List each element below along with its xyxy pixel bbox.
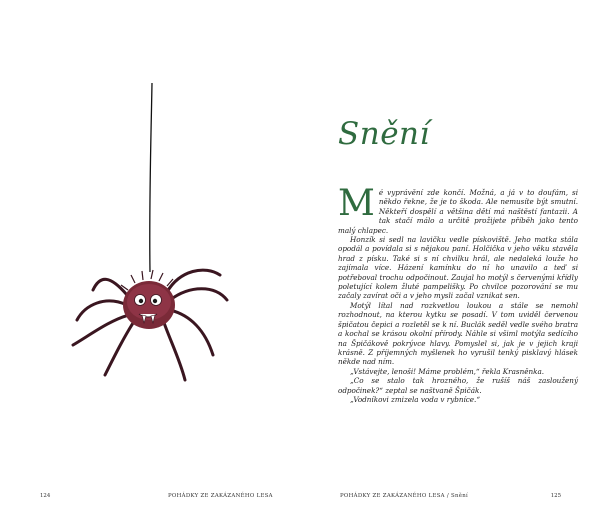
dialogue-line: „Co se stalo tak hrozného, že rušíš náš zasloužený odpočinek?“ zeptal se naštvaně Špičák. — [338, 376, 578, 395]
first-paragraph — [338, 183, 578, 235]
chapter-title: Snění — [338, 116, 430, 152]
page-number-left: 124 — [40, 493, 51, 499]
dialogue-line: „Vodníkovi zmizela voda v rybníce.“ — [350, 394, 481, 404]
spider-thread — [150, 83, 152, 272]
running-head-right: POHÁDKY ZE ZAKÁZANÉHO LESA / Snění — [340, 493, 469, 499]
paragraph: Motýl lítal nad rozkvetlou loukou a stále se nemohl rozhodnout, na kterou kytku se posadí. V tom uviděl červenou špičatou čepici a rozletěl se k ní. Buclák seděl vedle svého bratra a kochal se krásou okolní přírody. Náhle si všiml motýla sedícího na Špičákově pokrývce hlavy. Pomyslel si, jak je v jejich kraji krásně. Z příjemných myšlenek ho vyrušil tenký pisklavý hlásek někde nad ním. — [338, 300, 578, 367]
dialogue-line: „Vstávejte, lenoši! Máme problém,“ řekla Krasněnka. — [350, 366, 545, 376]
page-number-right: 125 — [550, 493, 561, 499]
spider-illustration — [55, 80, 235, 390]
first-paragraph-text: é vyprávění zde končí. Možná, a já v to doufám, si někdo řekne, že je to škoda. Ale nemusíte být smutní. Někteří dospělí a většina dětí má naštěstí fantazii. A tak stačí málo a určitě prožijete příběh jako tento malý chlapec. — [338, 188, 578, 235]
running-head-left: POHÁDKY ZE ZAKÁZANÉHO LESA — [168, 493, 273, 499]
drop-cap: M — [338, 183, 375, 224]
spider-body — [121, 270, 175, 329]
paragraph: Honzík si sedl na lavičku vedle pískoviště. Jeho matka stála opodál a povídala si s nějakou paní. Holčička v jeho věku stavěla hrad z písku. Také si s ní chvilku hrál, ale nedaleká louže ho zajímala více. Házení kamínku do ní ho unavilo a teď si potřeboval trochu odpočinout. Zaujal ho motýl s červenými křídly poletující kolem žluté pampelišky. Po chvilce pozorování se mu začaly zavírat oči a v jeho mysli začal vznikat sen. — [338, 235, 578, 301]
story-text — [338, 183, 578, 404]
